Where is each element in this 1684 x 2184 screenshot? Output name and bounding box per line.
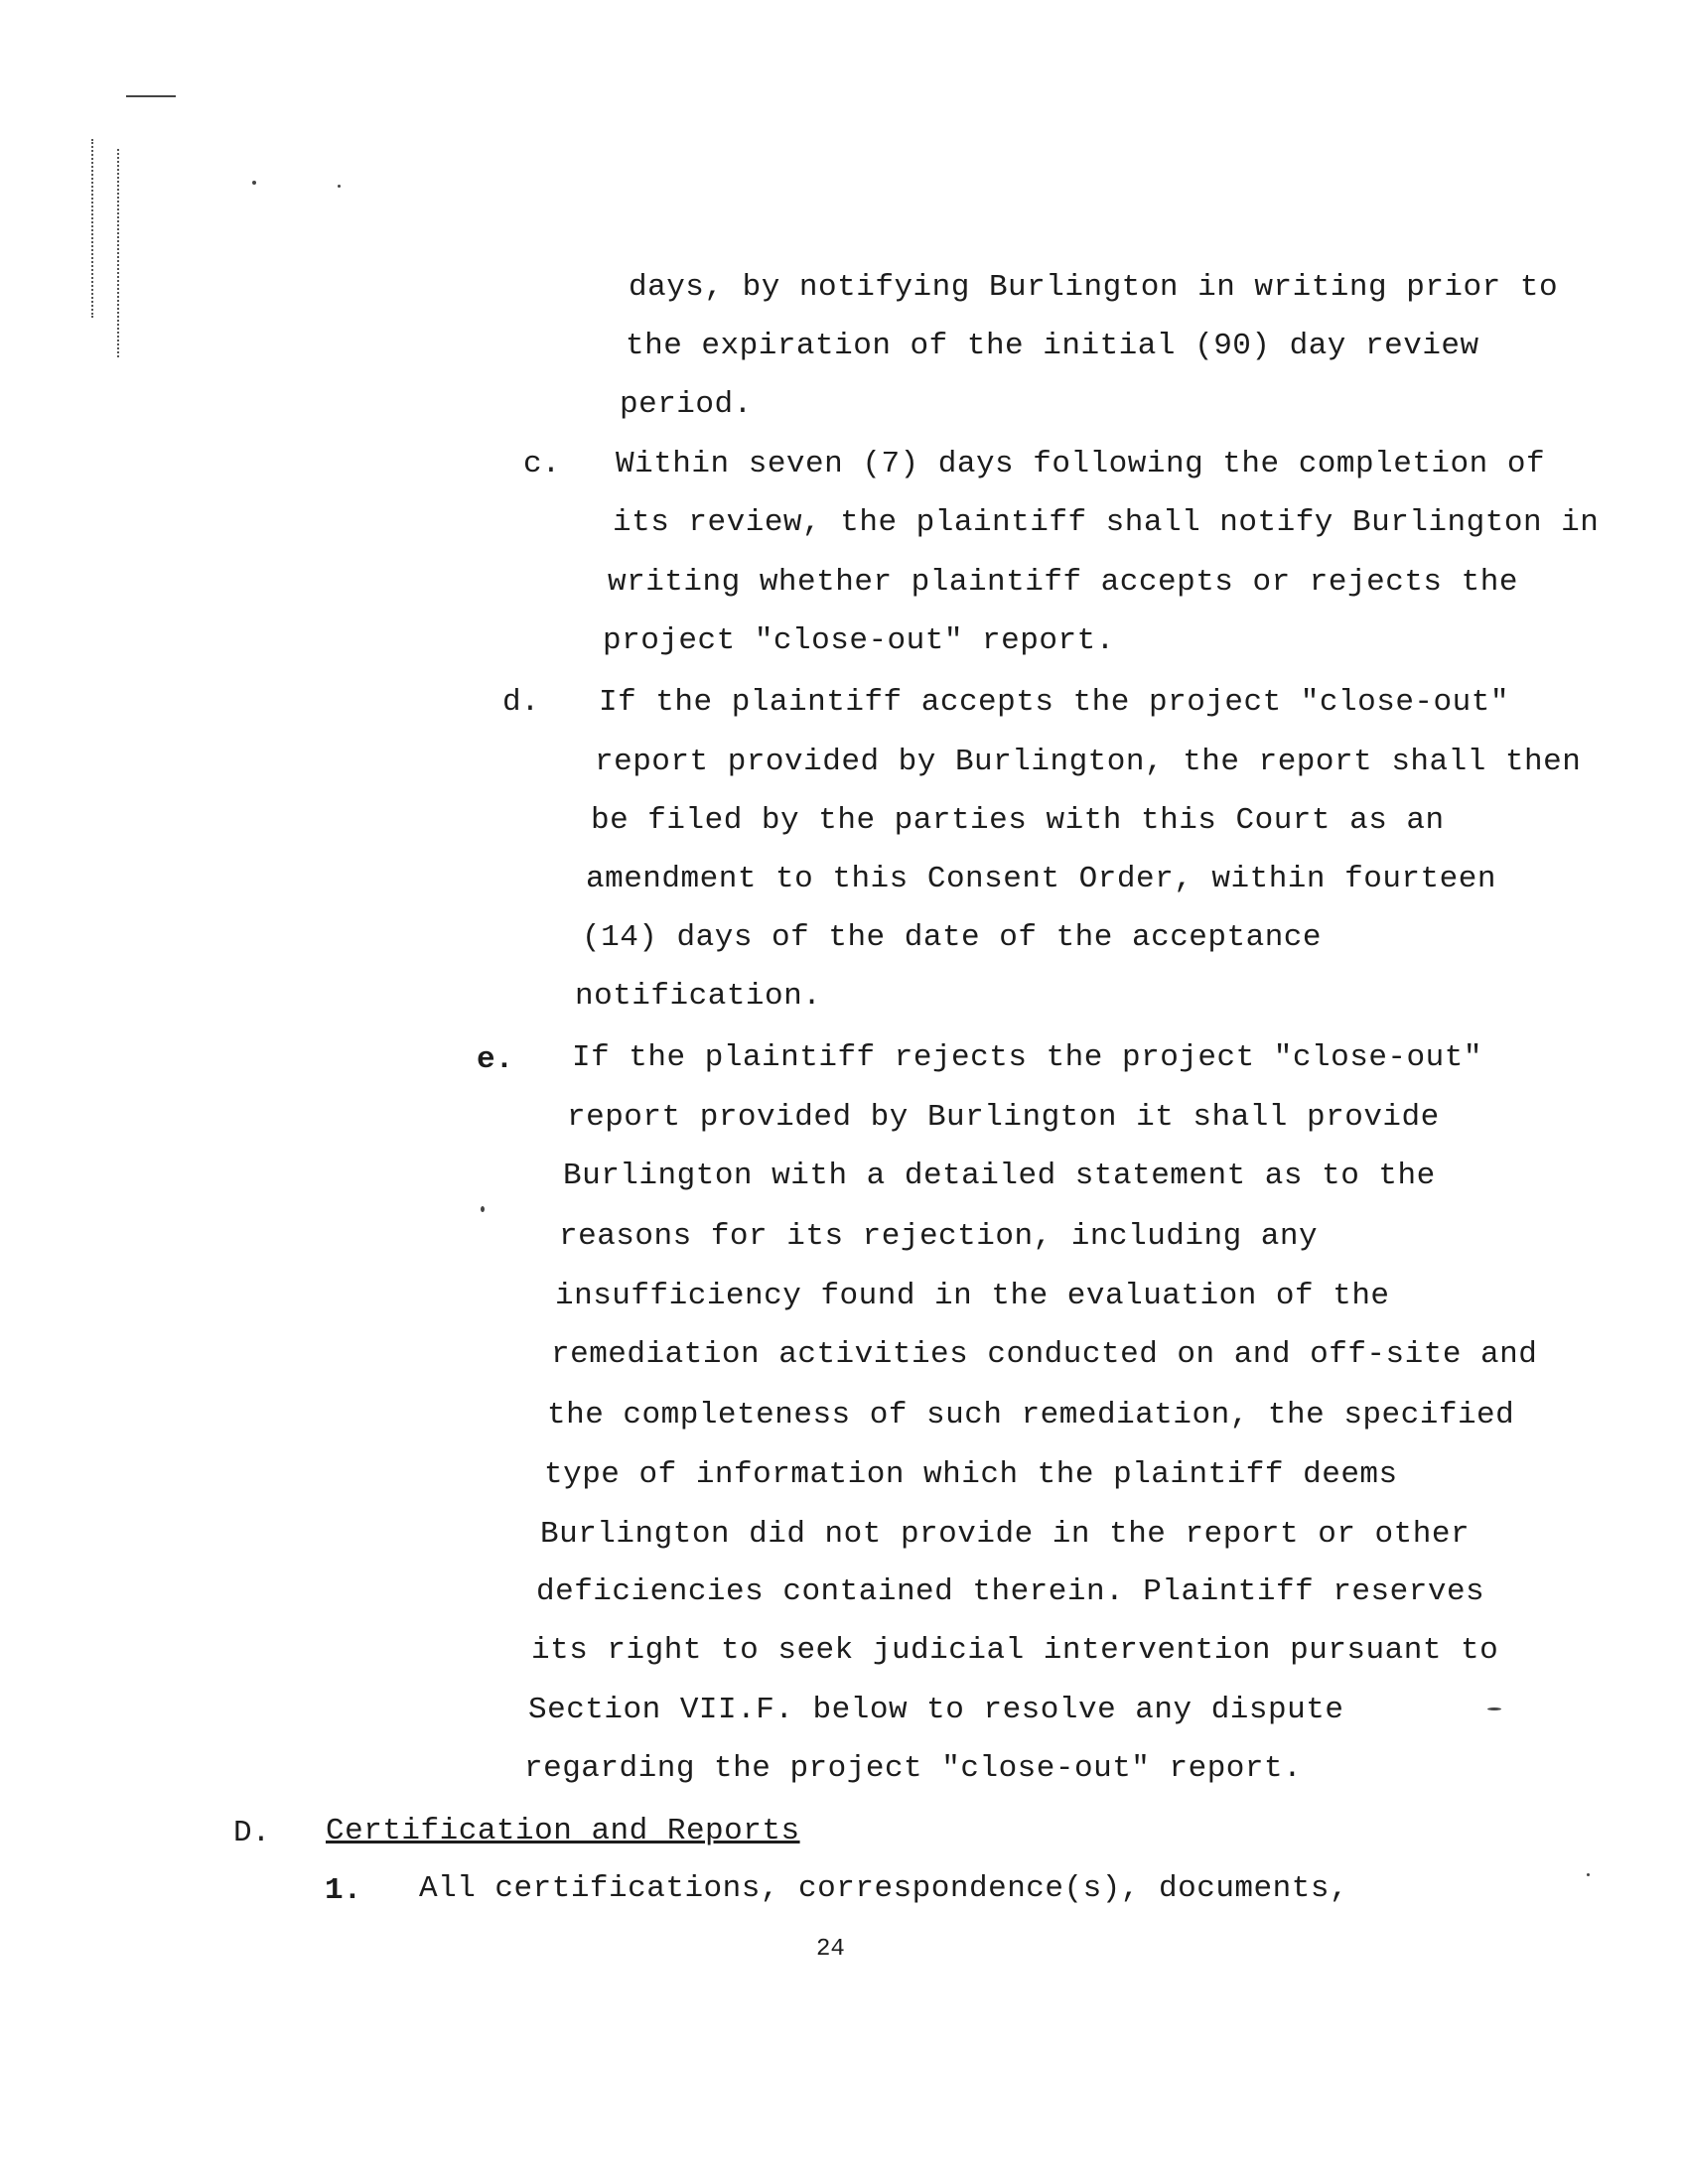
item-e-line: the completeness of such remediation, the specified (547, 1398, 1515, 1433)
item-d-line: (14) days of the date of the acceptance (582, 920, 1323, 955)
item-1-marker: 1. (325, 1873, 362, 1908)
item-e-line: If the plaintiff rejects the project "close-out" (572, 1040, 1482, 1075)
item-d-line: amendment to this Consent Order, within fourteen (586, 862, 1496, 896)
item-e-line: its right to seek judicial intervention pursuant to (531, 1633, 1499, 1668)
item-e-line: report provided by Burlington it shall provide (567, 1100, 1440, 1135)
paragraph-b-line: days, by notifying Burlington in writing prior to (629, 270, 1559, 305)
item-e-marker: e. (477, 1042, 514, 1077)
paragraph-b-line: the expiration of the initial (90) day review (626, 329, 1479, 363)
margin-mark (91, 139, 93, 318)
item-e-line: type of information which the plaintiff deems (544, 1457, 1398, 1492)
item-1-text: All certifications, correspondence(s), documents, (419, 1871, 1349, 1906)
item-e-line: Burlington did not provide in the report or other (540, 1517, 1471, 1552)
item-e-line: insufficiency found in the evaluation of the (555, 1279, 1390, 1313)
scan-speck (252, 181, 256, 185)
item-d-line: If the plaintiff accepts the project "close-out" (599, 685, 1509, 720)
item-e-line: reasons for its rejection, including any (559, 1219, 1319, 1254)
item-c-line: Within seven (7) days following the completion of (616, 447, 1546, 481)
paragraph-b-line: period. (620, 387, 753, 422)
item-e-line: regarding the project "close-out" report. (524, 1751, 1303, 1786)
scan-speck (481, 1206, 485, 1212)
page-number: 24 (816, 1936, 845, 1963)
item-e-line: deficiencies contained therein. Plaintiff reserves (536, 1574, 1485, 1609)
item-e-line: remediation activities conducted on and off-site and (551, 1337, 1538, 1372)
scan-speck (126, 95, 176, 97)
item-d-line: report provided by Burlington, the report shall then (595, 745, 1582, 779)
scan-speck (1587, 1873, 1590, 1876)
item-c-line: writing whether plaintiff accepts or rejects the (608, 565, 1518, 600)
item-e-line: Section VII.F. below to resolve any dispute (528, 1693, 1344, 1727)
section-d-title: Certification and Reports (326, 1814, 800, 1848)
scan-speck (1487, 1707, 1501, 1710)
item-c-marker: c. (523, 447, 561, 481)
section-d-marker: D. (233, 1816, 271, 1850)
margin-mark (117, 149, 119, 357)
item-c-line: project "close-out" report. (603, 623, 1115, 658)
item-c-line: its review, the plaintiff shall notify Burlington in (613, 505, 1600, 540)
item-d-line: be filed by the parties with this Court as an (591, 803, 1445, 838)
item-d-line: notification. (575, 979, 822, 1014)
item-d-marker: d. (502, 685, 540, 720)
scan-speck (338, 185, 341, 188)
item-e-line: Burlington with a detailed statement as to the (563, 1159, 1436, 1193)
